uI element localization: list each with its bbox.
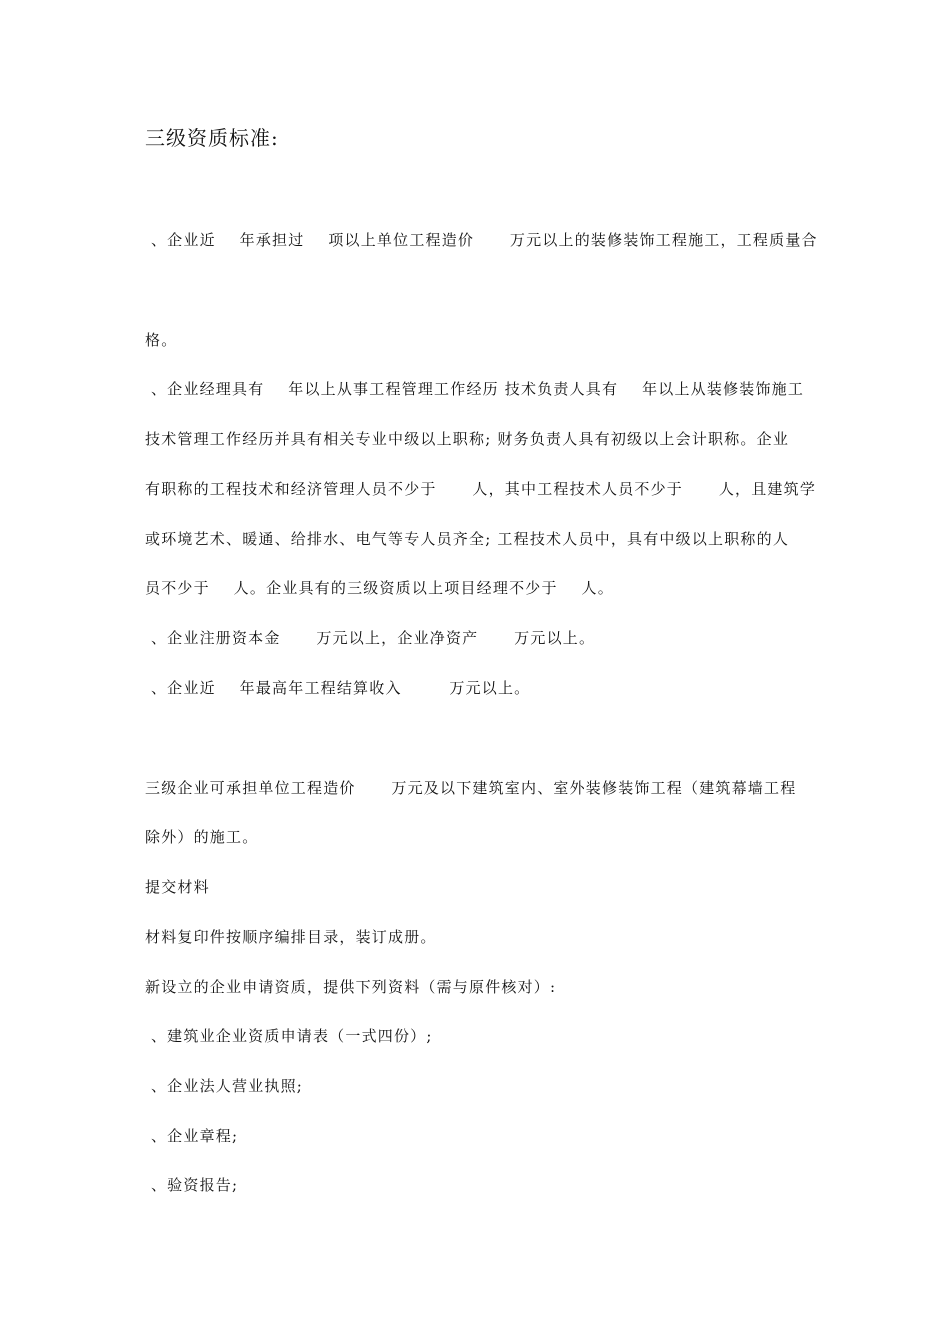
paragraph-line: 格。 (145, 331, 178, 349)
paragraph-line: 或环境艺术、暖通、给排水、电气等专人员齐全; 工程技术人员中，具有中级以上职称的人 (145, 530, 790, 548)
paragraph-line: 材料复印件按顺序编排目录，装订成册。 (145, 928, 437, 946)
paragraph-line: 除外）的施工。 (145, 828, 259, 846)
list-item: 、企业法人营业执照; (145, 1077, 304, 1095)
list-item: 、企业章程; (145, 1127, 239, 1145)
list-item: 、验资报告; (145, 1176, 239, 1194)
section-heading: 三级资质标准: (145, 126, 279, 150)
paragraph-line: 、企业经理具有 年以上从事工程管理工作经历 技术负责人具有 年以上从装修装饰施工 (145, 380, 805, 398)
paragraph-line: 员不少于 人。企业具有的三级资质以上项目经理不少于 人。 (145, 579, 614, 597)
paragraph-line: 三级企业可承担单位工程造价 万元及以下建筑室内、室外装修装饰工程（建筑幕墙工程 (145, 779, 797, 797)
subheading-line: 提交材料 (145, 878, 210, 896)
paragraph-line: 技术管理工作经历并具有相关专业中级以上职称; 财务负责人具有初级以上会计职称。企业 (145, 430, 790, 448)
list-item: 、建筑业企业资质申请表（一式四份）; (145, 1027, 433, 1045)
paragraph-line: 、企业注册资本金 万元以上，企业净资产 万元以上。 (145, 629, 596, 647)
paragraph-line: 新设立的企业申请资质，提供下列资料（需与原件核对）: (145, 978, 557, 996)
paragraph-line: 有职称的工程技术和经济管理人员不少于 人，其中工程技术人员不少于 人，且建筑学 (145, 480, 817, 498)
paragraph-line: 、企业近 年最高年工程结算收入 万元以上。 (145, 679, 531, 697)
paragraph-line: 、企业近 年承担过 项以上单位工程造价 万元以上的装修装饰工程施工，工程质量合 (145, 231, 818, 249)
